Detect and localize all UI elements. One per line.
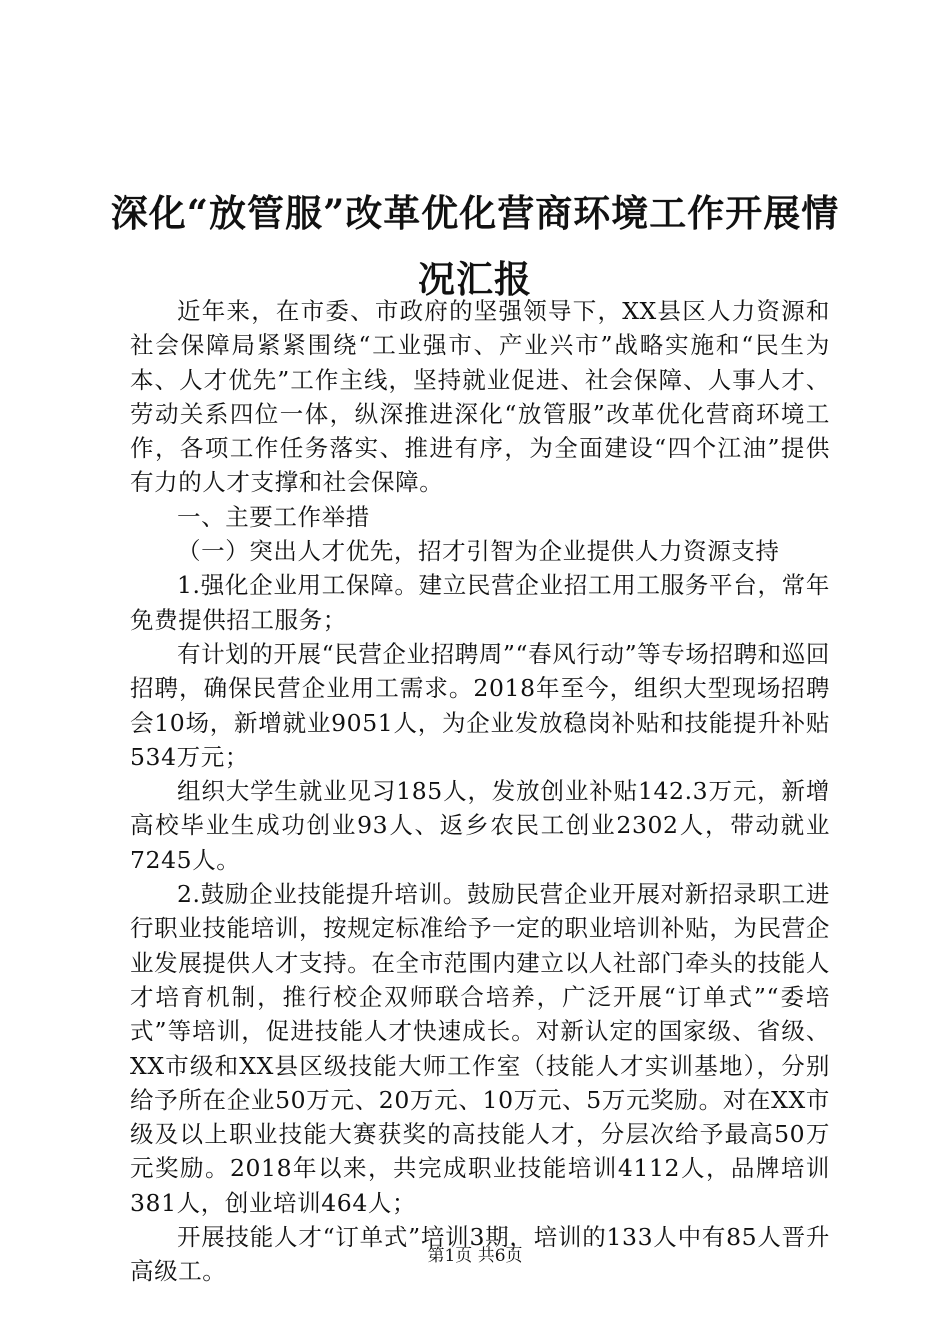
paragraph-employment-guarantee: 1.强化企业用工保障。建立民营企业招工用工服务平台，常年免费提供招工服务；: [130, 571, 830, 634]
document-body: [130, 294, 830, 1289]
paragraph-skills-training: 2.鼓励企业技能提升培训。鼓励民营企业开展对新招录职工进行职业技能培训，按规定标准给予一定的职业培训补贴，为民营企业发展提供人才支持。在全市范围内建立以人社部门牵头的技能人才培育机制，推行校企双师联合培养，广泛开展“订单式”“委培式”等培训，促进技能人才快速成长。对新认定的国家级、省级、XX市级和XX县区级技能大师工作室（技能人才实训基地），分别给予所在企业50万元、20万元、10万元、5万元奖励。对在XX市级及以上职业技能大赛获奖的高技能人才，分层次给予最高50万元奖励。2018年以来，共完成职业技能培训4112人，品牌培训381人，创业培训464人；: [130, 880, 830, 1217]
paragraph-recruitment: 有计划的开展“民营企业招聘周”“春风行动”等专场招聘和巡回招聘，确保民营企业用工需求。2018年至今，组织大型现场招聘会10场，新增就业9051人，为企业发放稳岗补贴和技能提升补贴534万元；: [130, 639, 830, 771]
document-title: 深化“放管服”改革优化营商环境工作开展情况汇报: [110, 191, 840, 301]
paragraph-intro: 近年来，在市委、市政府的坚强领导下，XX县区人力资源和社会保障局紧紧围绕“工业强市、产业兴市”战略实施和“民生为本、人才优先”工作主线，坚持就业促进、社会保障、人事人才、劳动关系四位一体，纵深推进深化“放管服”改革优化营商环境工作，各项工作任务落实、推进有序，为全面建设“四个江油”提供有力的人才支撑和社会保障。: [130, 297, 830, 497]
heading-main-measures: 一、主要工作举措: [177, 502, 370, 531]
paragraph-internship: 组织大学生就业见习185人，发放创业补贴142.3万元，新增高校毕业生成功创业93人、返乡农民工创业2302人，带动就业7245人。: [130, 777, 830, 874]
paragraph-order-training: 开展技能人才“订单式”培训3期，培训的133人中有85人晋升高级工。: [130, 1223, 830, 1286]
page-footer: 第1页 共6页: [427, 1246, 523, 1266]
subheading-talent-priority: （一）突出人才优先，招才引智为企业提供人力资源支持: [177, 537, 780, 566]
